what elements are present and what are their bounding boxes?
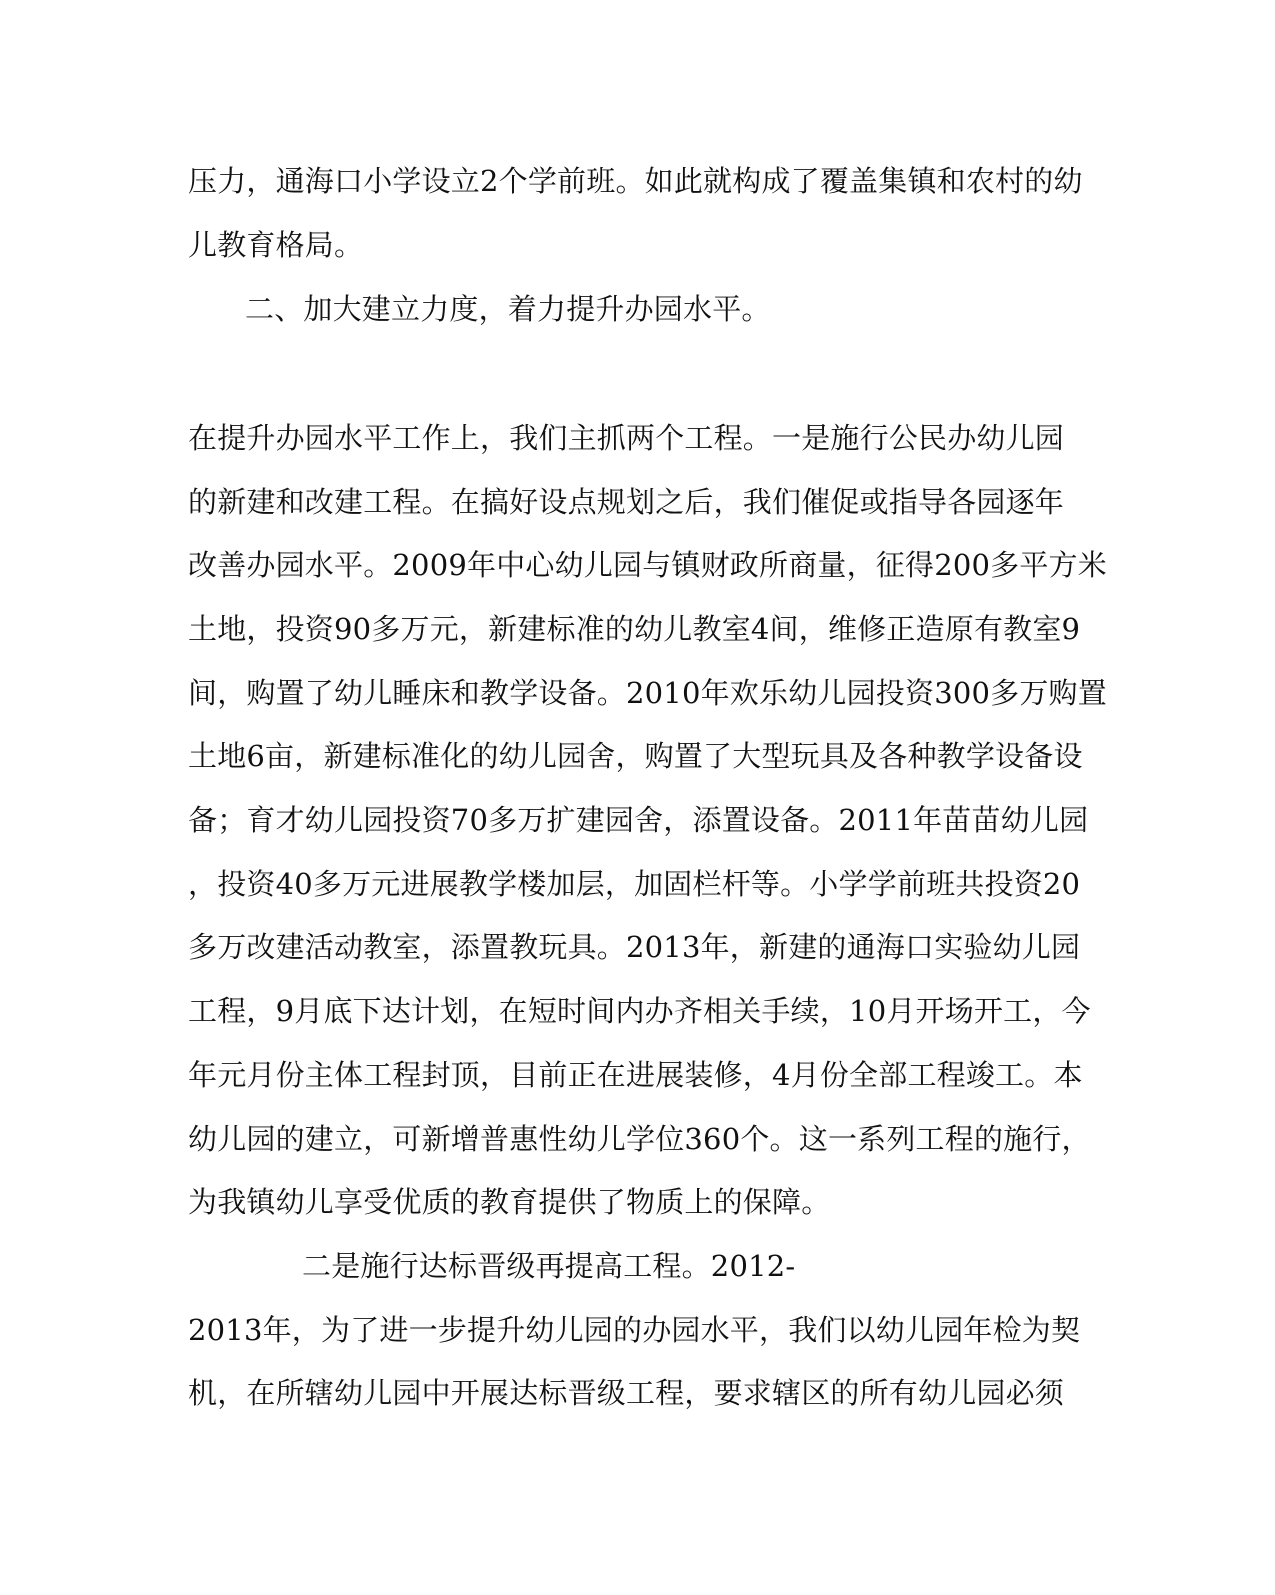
text-line: 间，购置了幼儿睡床和教学设备。2010年欢乐幼儿园投资300多万购置: [188, 676, 1107, 710]
text-line: 年元月份主体工程封顶，目前正在进展装修，4月份全部工程竣工。本: [188, 1058, 1083, 1092]
text-line: 二是施行达标晋级再提高工程。2012-: [302, 1249, 796, 1283]
text-line: ，投资40多万元进展教学楼加层，加固栏杆等。小学学前班共投资20: [188, 867, 1081, 901]
text-line: 工程，9月底下达计划，在短时间内办齐相关手续，10月开场开工，今: [188, 994, 1091, 1028]
text-line: 多万改建活动教室，添置教玩具。2013年，新建的通海口实验幼儿园: [188, 930, 1081, 964]
text-line: 幼儿园的建立，可新增普惠性幼儿学位360个。这一系列工程的施行，: [188, 1122, 1091, 1156]
text-line: 儿教育格局。: [188, 228, 364, 262]
text-line: 机，在所辖幼儿园中开展达标晋级工程，要求辖区的所有幼儿园必须: [188, 1376, 1065, 1410]
text-line: 备；育才幼儿园投资70多万扩建园舍，添置设备。2011年苗苗幼儿园: [188, 803, 1089, 837]
text-line: 改善办园水平。2009年中心幼儿园与镇财政所商量，征得200多平方米: [188, 548, 1107, 582]
text-line: 土地6亩，新建标准化的幼儿园舍，购置了大型玩具及各种教学设备设: [188, 739, 1083, 773]
text-line: 的新建和改建工程。在搞好设点规划之后，我们催促或指导各园逐年: [188, 485, 1065, 519]
text-line: 土地，投资90多万元，新建标准的幼儿教室4间，维修正造原有教室9: [188, 612, 1081, 646]
section-heading: 二、加大建立力度，着力提升办园水平。: [245, 292, 771, 326]
text-line: 压力，通海口小学设立2个学前班。如此就构成了覆盖集镇和农村的幼: [188, 164, 1083, 198]
text-line: 在提升办园水平工作上，我们主抓两个工程。一是施行公民办幼儿园: [188, 421, 1065, 455]
text-line: 2013年，为了进一步提升幼儿园的办园水平，我们以幼儿园年检为契: [188, 1313, 1081, 1347]
text-line: 为我镇幼儿享受优质的教育提供了物质上的保障。: [188, 1185, 831, 1219]
